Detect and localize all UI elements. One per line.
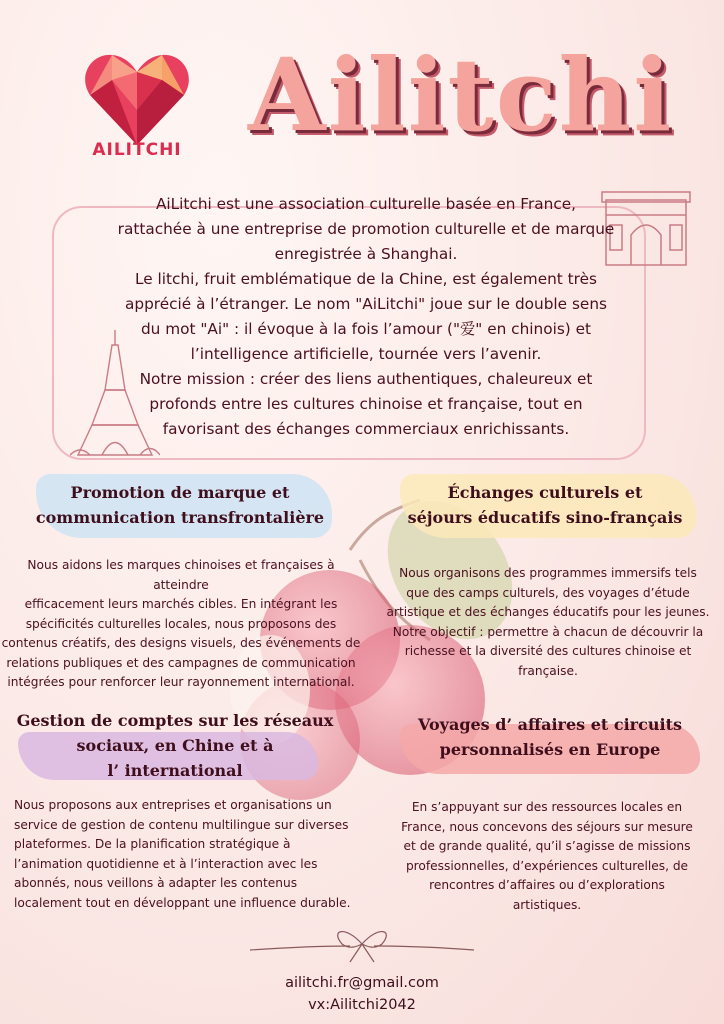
page-title: Ailitchi xyxy=(248,36,674,154)
wechat-text: vx:Ailitchi2042 xyxy=(308,997,416,1013)
section-2-body: Nous organisons des programmes immersifs tels que des camps culturels, des voyages d’étude artistique et des échanges éducatifs pour les jeunes. Notre objectif : permettre à chacun de découvrir la richesse et la diversité des cultures chinoise et française. xyxy=(386,566,710,678)
intro-text: AiLitchi est une association culturelle basée en France, rattachée à une entreprise de promotion culturelle et de marque enregistrée à Shanghai. Le litchi, fruit emblématique de la Chine, est également très apprécié à l’étranger. Le nom "AiLitchi" joue sur le double sens du mot "Ai" : il évoque à la fois l’amour ("爱" en chinois) et l’intelligence artificielle, tournée vers l’avenir. Notre mission : créer des liens authentiques, chaleureux et profonds entre les cultures chinoise et française, tout en favorisant des échanges commerciaux enrichissants. xyxy=(117,195,615,438)
section-2-heading: Échanges culturels et séjours éducatifs sino-français xyxy=(407,483,683,527)
section-1-body: Nous aidons les marques chinoises et françaises à atteindre efficacement leurs marchés cibles. En intégrant les spécificités culturelles locales, nous proposons des contenus créatifs, des designs visuels, des événements de relations publiques et des campagnes de communication intégrées pour renforcer leur rayonnement international. xyxy=(1,558,361,689)
contact-block xyxy=(0,972,724,1016)
section-1-heading: Promotion de marque et communication transfrontalière xyxy=(35,483,325,527)
section-3-heading: Gestion de comptes sur les réseaux sociaux, en Chine et à l’ international xyxy=(16,711,334,780)
section-4-heading: Voyages d’ affaires et circuits personnalisés en Europe xyxy=(418,715,682,759)
section-4-body: En s’appuyant sur des ressources locales en France, nous concevons des séjours sur mesure et de grande qualité, qu’il s’agisse de missions professionnelles, d’expériences culturelles, de rencontres d’affaires ou d’explorations artistiques. xyxy=(401,800,693,912)
email-text[interactable]: ailitchi.fr@gmail.com xyxy=(285,975,439,991)
logo-text: AILITCHI xyxy=(92,140,182,160)
ribbon-bow-icon xyxy=(250,920,474,964)
section-3-body: Nous proposons aux entreprises et organisations un service de gestion de contenu multilingue sur diverses plateformes. De la planification stratégique à l’animation quotidienne et à l’interaction avec les abonnés, nous veillons à adapter les contenus localement tout en développant une influence durable. xyxy=(14,798,351,910)
